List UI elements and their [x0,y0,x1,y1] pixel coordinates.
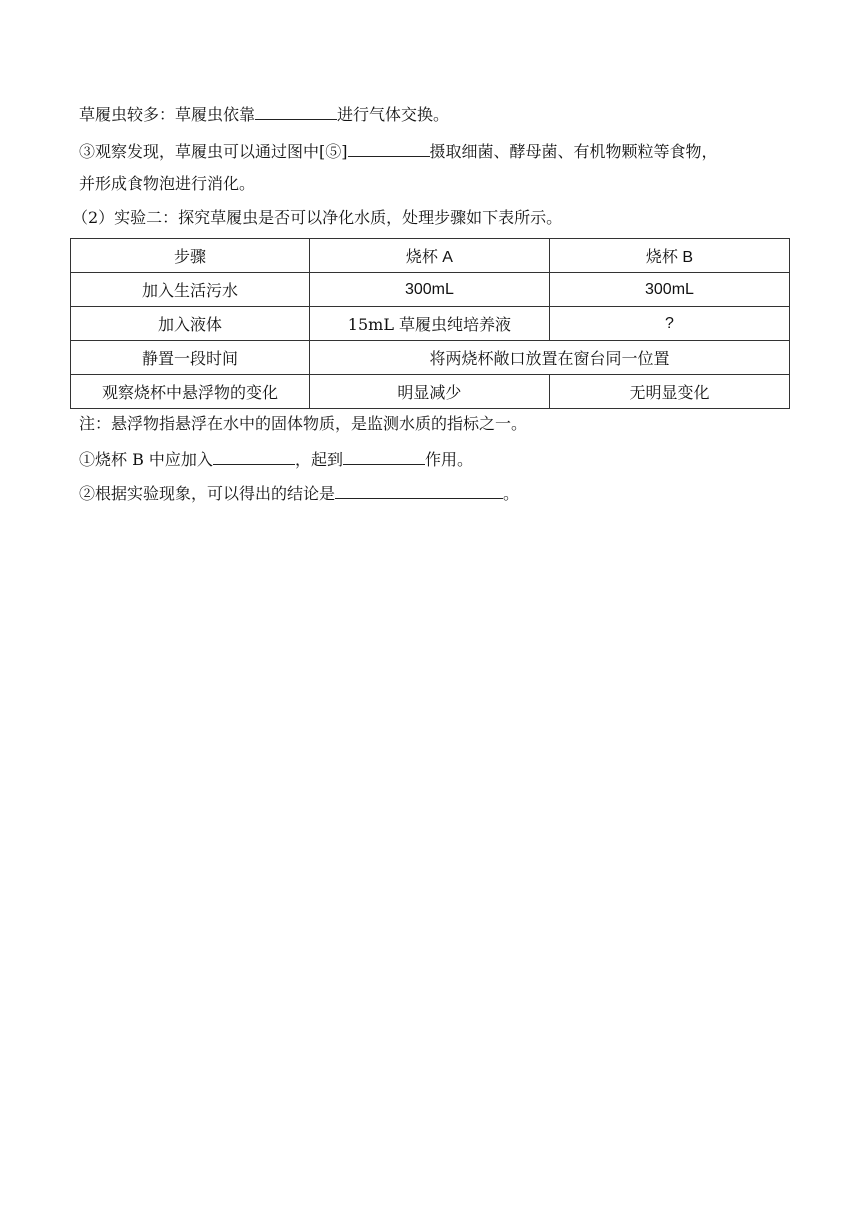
table-cell: 无明显变化 [549,375,789,409]
text-segment: 摄取细菌、酵母菌、有机物颗粒等食物， [429,142,718,161]
question-line-food-intake [79,140,718,163]
text-segment: 并形成食物泡进行消化。 [79,174,256,193]
question-experiment-two [72,207,562,229]
question-line-food-vacuole [79,173,255,195]
text-segment: ③观察发现，草履虫可以通过图中[⑤] [79,142,348,161]
text-segment: 作用。 [424,450,473,469]
table-cell-merged: 将两烧杯敞口放置在窗台同一位置 [309,341,789,375]
table-cell: 观察烧杯中悬浮物的变化 [71,375,310,409]
table-header-row [71,239,790,273]
table-row [71,307,790,341]
table-cell: 15mL 草履虫纯培养液 [309,307,549,341]
answer-blank[interactable] [213,448,295,465]
question-conclusion [79,482,519,505]
table-note [79,413,527,435]
table-row [71,375,790,409]
text-segment: 。 [503,484,520,503]
table-header-cell: 烧杯 A [309,239,549,273]
experiment-steps-table [70,238,790,409]
table-header-cell: 步骤 [71,239,310,273]
text-segment: 草履虫较多：草履虫依靠 [79,105,256,124]
text-segment: （2）实验二：探究草履虫是否可以净化水质，处理步骤如下表所示。 [72,208,563,227]
table-row [71,273,790,307]
table-cell: 加入生活污水 [71,273,310,307]
text-segment: ①烧杯 B 中应加入 [79,450,213,469]
answer-blank[interactable] [335,482,503,499]
table-header-cell: 烧杯 B [549,239,789,273]
table-cell: ? [549,307,789,341]
question-beaker-b [79,448,473,471]
table-cell: 明显减少 [309,375,549,409]
table-cell: 静置一段时间 [71,341,310,375]
table-cell: 300mL [309,273,549,307]
text-segment: 进行气体交换。 [337,105,450,124]
table-cell: 300mL [549,273,789,307]
question-line-gas-exchange [79,103,449,126]
text-segment: ②根据实验现象，可以得出的结论是 [79,484,336,503]
answer-blank[interactable] [348,140,430,157]
text-segment: 注：悬浮物指悬浮在水中的固体物质，是监测水质的指标之一。 [79,414,528,433]
text-segment: ，起到 [294,450,343,469]
answer-blank[interactable] [255,103,337,120]
answer-blank[interactable] [343,448,425,465]
table-cell: 加入液体 [71,307,310,341]
table-row [71,341,790,375]
